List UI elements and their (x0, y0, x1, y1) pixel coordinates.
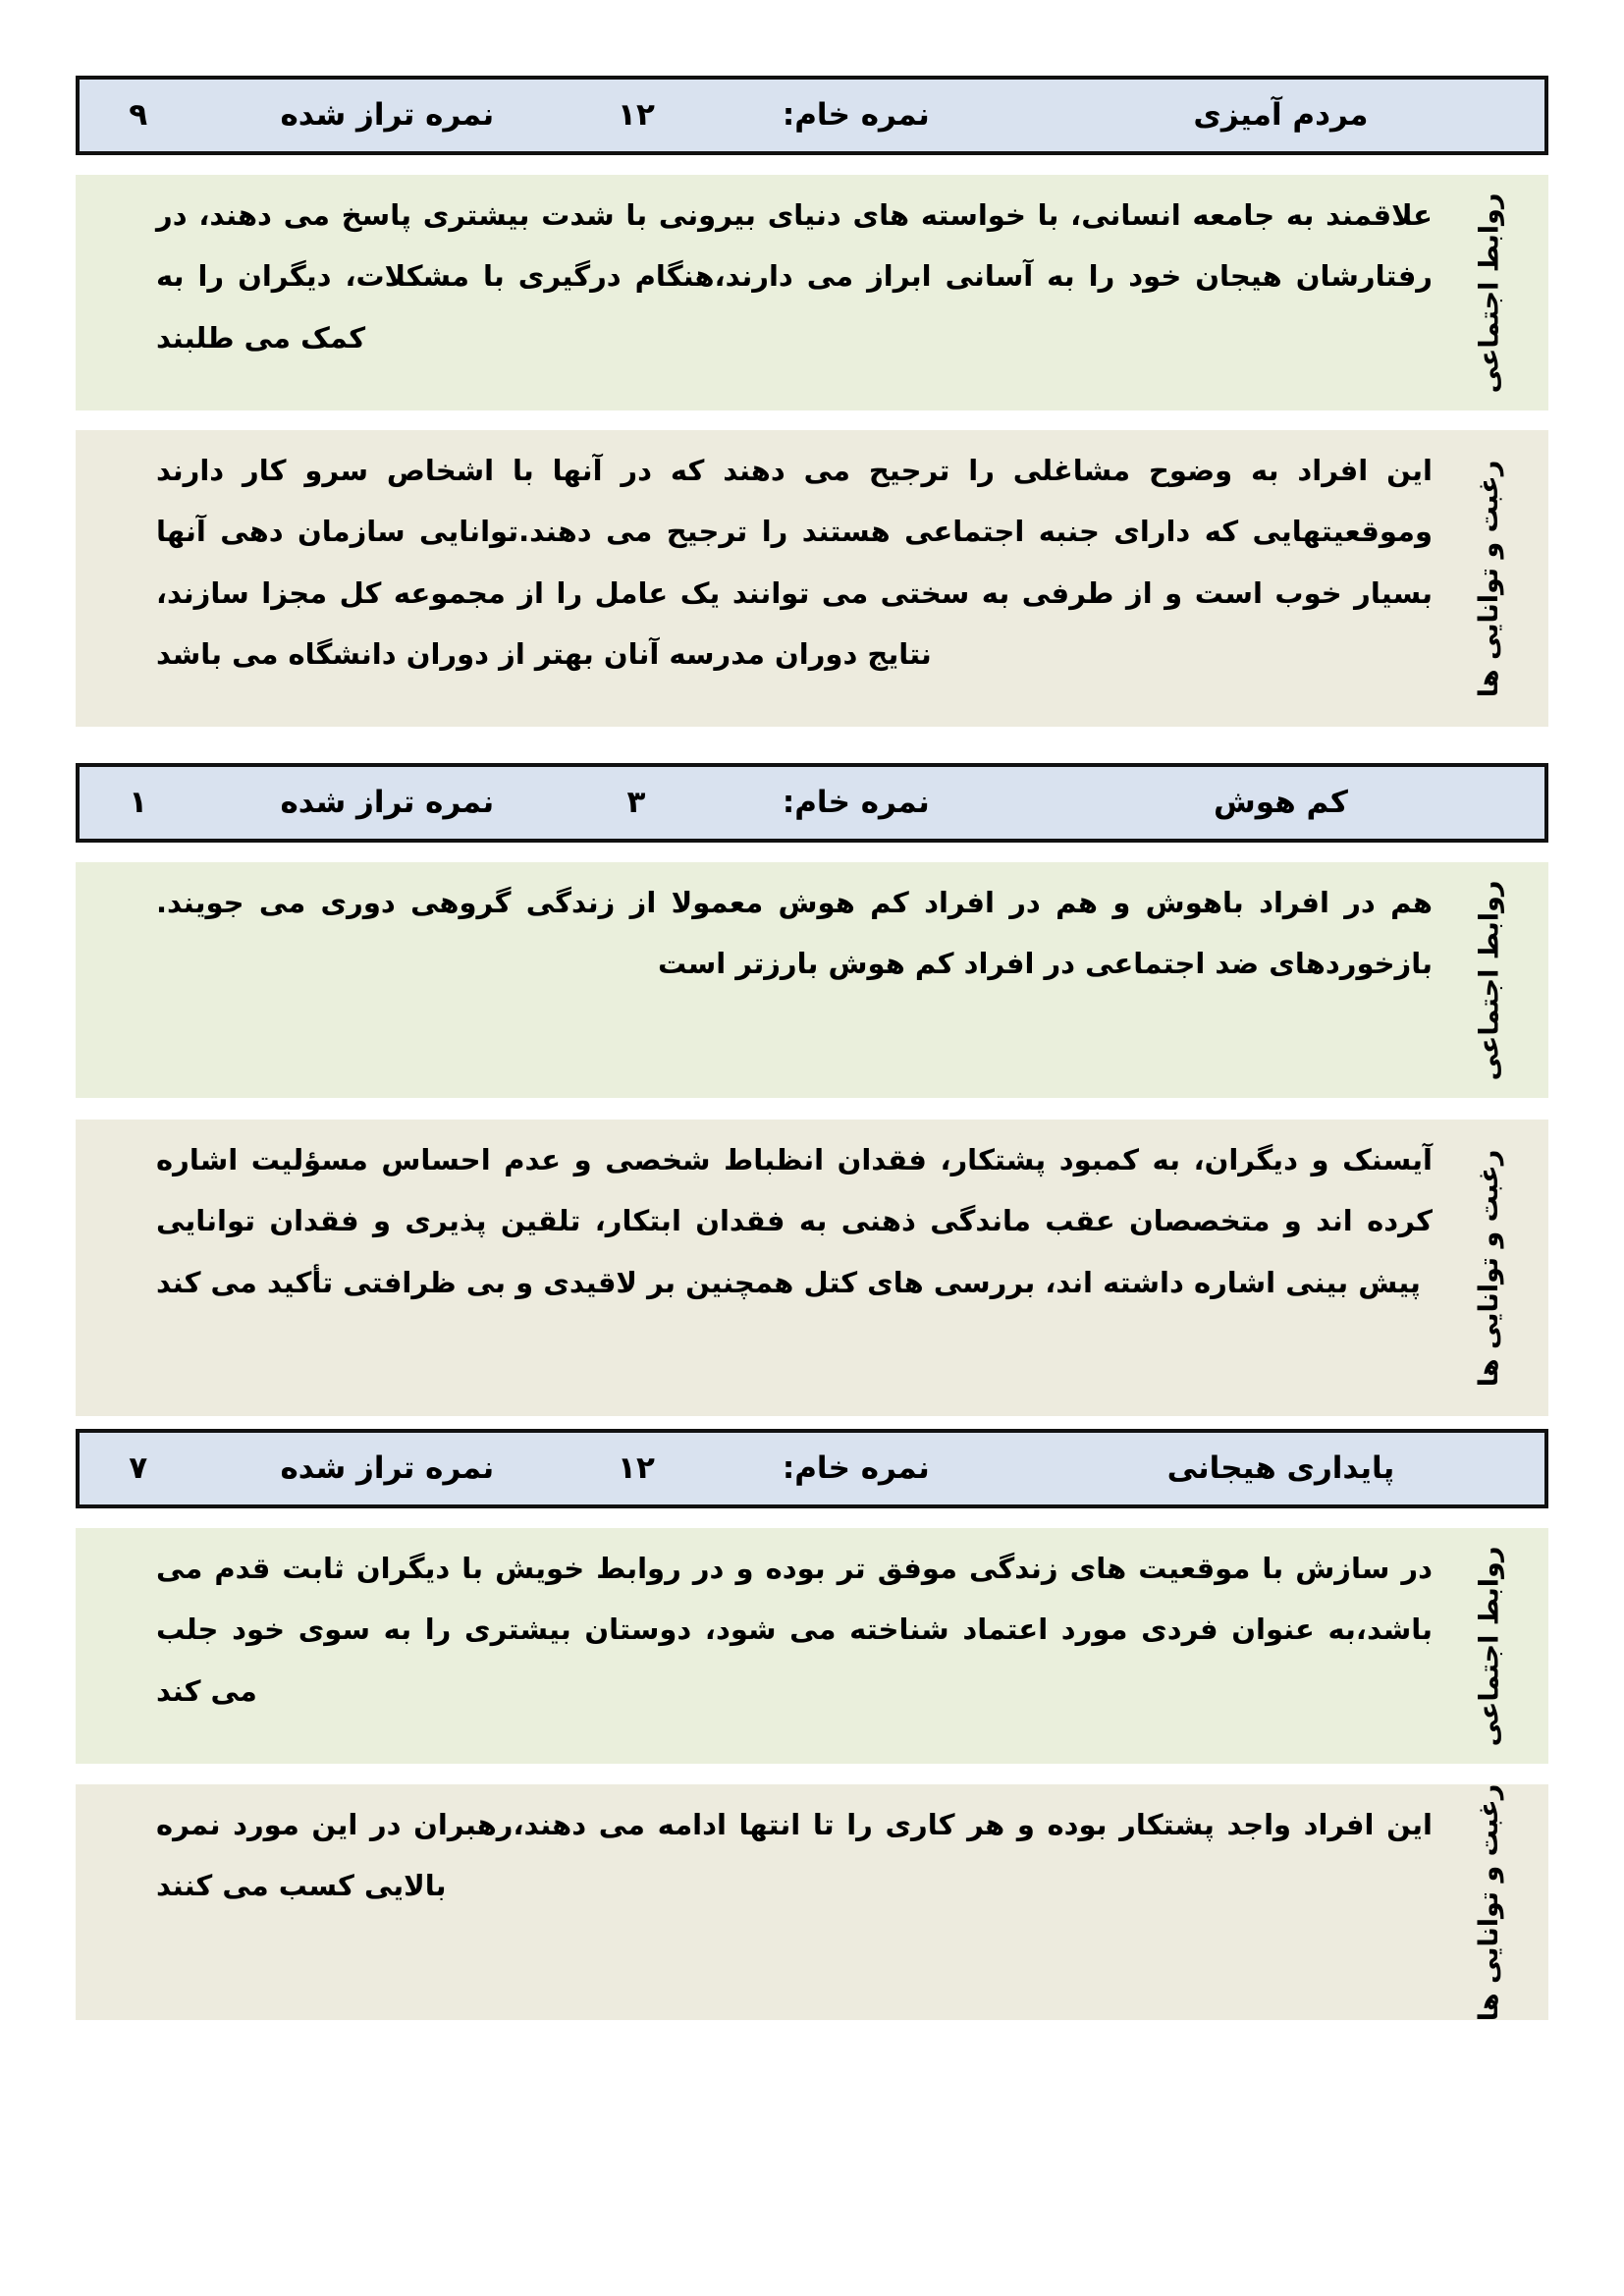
score-header (76, 763, 1548, 843)
raw-score-value: ۱۲ (618, 97, 655, 133)
social-relations-text: در سازش با موقعیت های زندگی موفق تر بوده و در روابط خویش با دیگران ثابت قدم می باشد،به عنوان فردی مورد اعتماد شناخته می شود، دوستان بیشتری را به سوی خود جلب می کند (156, 1552, 1433, 1708)
interests-abilities-vertical-label (1435, 430, 1544, 727)
social-relations-box (76, 862, 1548, 1098)
trait-section-emotional-stability (76, 1429, 1548, 2020)
scaled-score-label: نمره تراز شده (280, 785, 495, 820)
vertical-label-text: رغبت و توانایی ها (1474, 460, 1505, 697)
scaled-score-value: ۷ (129, 1450, 148, 1486)
interests-abilities-box (76, 1784, 1548, 2020)
social-relations-box (76, 175, 1548, 410)
social-relations-text: هم در افراد باهوش و هم در افراد کم هوش معمولا از زندگی گروهی دوری می جویند. بازخوردهای ضد اجتماعی در افراد کم هوش بارزتر است (156, 886, 1433, 981)
score-header (76, 76, 1548, 155)
score-header (76, 1429, 1548, 1508)
vertical-label-text: رغبت و توانایی ها (1474, 1783, 1505, 2021)
interests-abilities-vertical-label (1435, 1784, 1544, 2020)
trait-title: کم هوش (1214, 785, 1348, 820)
vertical-label-text: رغبت و توانایی ها (1474, 1149, 1505, 1387)
raw-score-label: نمره خام: (782, 97, 930, 133)
interests-abilities-text: این افراد واجد پشتکار بوده و هر کاری را تا انتها ادامه می دهند،رهبران در این مورد نمره بالایی کسب می کنند (156, 1808, 1433, 1903)
raw-score-value: ۳ (626, 785, 646, 820)
social-relations-vertical-label (1435, 175, 1544, 410)
social-relations-text: علاقمند به جامعه انسانی، با خواسته های دنیای بیرونی با شدت بیشتری پاسخ می دهند، در رفتارشان هیجان خود را به آسانی ابراز می دارند،هنگام درگیری با مشکلات، دیگران را به کمک می طلبند (156, 198, 1433, 355)
social-relations-vertical-label (1435, 862, 1544, 1098)
interests-abilities-text: این افراد به وضوح مشاغلی را ترجیح می دهند که در آنها با اشخاص سرو کار دارند وموقعیتهایی که دارای جنبه اجتماعی هستند را ترجیح می دهند.توانایی سازمان دهی آنها بسیار خوب است و از طرفی به سختی می توانند یک عامل را از مجموعه کل مجزا سازند، نتایج دوران مدرسه آنان بهتر از دوران دانشگاه می باشد (156, 454, 1433, 672)
interests-abilities-box (76, 430, 1548, 727)
interests-abilities-box (76, 1120, 1548, 1416)
interests-abilities-vertical-label (1435, 1120, 1544, 1416)
trait-title: مردم آمیزی (1193, 97, 1369, 133)
social-relations-vertical-label (1435, 1528, 1544, 1764)
vertical-label-text: روابط اجتماعی (1474, 192, 1505, 393)
trait-title: پایداری هیجانی (1166, 1450, 1395, 1486)
vertical-label-text: روابط اجتماعی (1474, 1546, 1505, 1746)
trait-section-low-intelligence (76, 763, 1548, 1416)
raw-score-value: ۱۲ (618, 1450, 655, 1486)
raw-score-label: نمره خام: (782, 785, 930, 820)
scaled-score-label: نمره تراز شده (280, 97, 495, 133)
vertical-label-text: روابط اجتماعی (1474, 880, 1505, 1080)
scaled-score-value: ۱ (129, 785, 148, 820)
social-relations-box (76, 1528, 1548, 1764)
trait-section-sociability (76, 76, 1548, 727)
report-page (76, 0, 1548, 2020)
scaled-score-value: ۹ (129, 97, 148, 133)
interests-abilities-text: آیسنک و دیگران، به کمبود پشتکار، فقدان انظباط شخصی و عدم احساس مسؤلیت اشاره کرده اند و متخصصان عقب ماندگی ذهنی به فقدان ابتکار، تلقین پذیری و فقدان توانایی پیش بینی اشاره داشته اند، بررسی های کتل همچنین بر لاقیدی و بی ظرافتی تأکید می کند (156, 1143, 1433, 1299)
raw-score-label: نمره خام: (782, 1450, 930, 1486)
scaled-score-label: نمره تراز شده (280, 1450, 495, 1486)
